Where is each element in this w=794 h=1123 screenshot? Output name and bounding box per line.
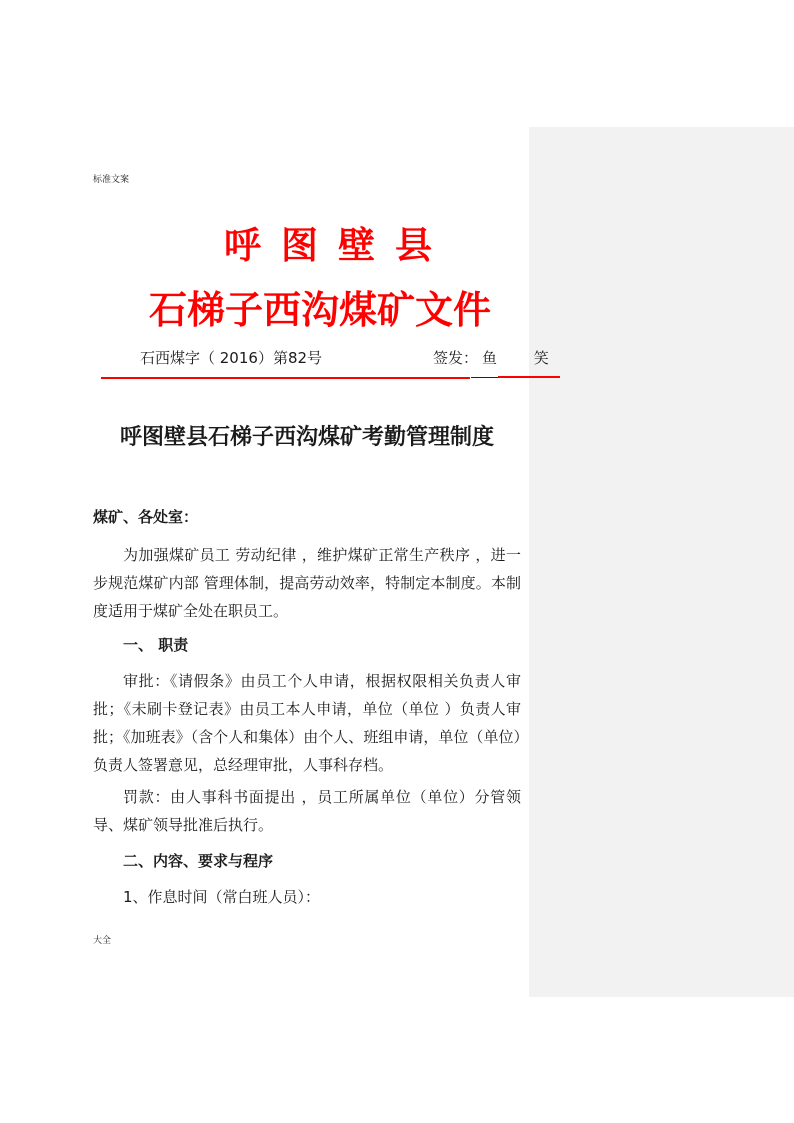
red-rule-left bbox=[101, 377, 470, 379]
section1-heading: 一、 职责 bbox=[123, 636, 189, 654]
intro-paragraph: 为加强煤矿员工 劳动纪律 ，维护煤矿正常生产秩序 ，进一步规范煤矿内部 管理体制，提高劳动效率，特制定本制度。本制度适用于煤矿全处在职员工。 bbox=[93, 546, 521, 620]
letterhead-org: 石梯子西沟煤矿文件 bbox=[148, 288, 491, 332]
signer-label: 签发： bbox=[433, 349, 479, 367]
document-title: 呼图壁县石梯子西沟煤矿考勤管理制度 bbox=[119, 425, 494, 450]
section2-heading: 二、内容、要求与程序 bbox=[123, 852, 274, 870]
footer-text: 大全 bbox=[93, 936, 112, 946]
section2-item1: 1、作息时间（常白班人员）： bbox=[123, 888, 321, 906]
salutation: 煤矿、各处室： bbox=[93, 508, 199, 526]
signer-name: 鱼 笑 bbox=[482, 349, 565, 367]
signer-block bbox=[433, 347, 565, 368]
document-number: 石西煤字（ 2016）第82号 bbox=[140, 349, 323, 367]
letterhead-county: 呼图壁县 bbox=[224, 224, 452, 267]
section1-penalty: 罚款：由人事科书面提出 ，员工所属单位（单位）分管领导、煤矿领导批准后执行。 bbox=[93, 788, 521, 834]
header-text: 标准文案 bbox=[93, 175, 130, 185]
section1-approval: 审批：《请假条》由员工个人申请，根据权限相关负责人审批；《未刷卡登记表》由员工本人申请，单位（单位 ）负责人审批；《加班表》（含个人和集体）由个人、班组申请，单位（单位）负责人签署意见，总经理审批，人事科存档。 bbox=[93, 672, 521, 774]
red-rule-right bbox=[498, 376, 560, 378]
document-body bbox=[93, 503, 521, 911]
signer-underline bbox=[471, 377, 498, 378]
